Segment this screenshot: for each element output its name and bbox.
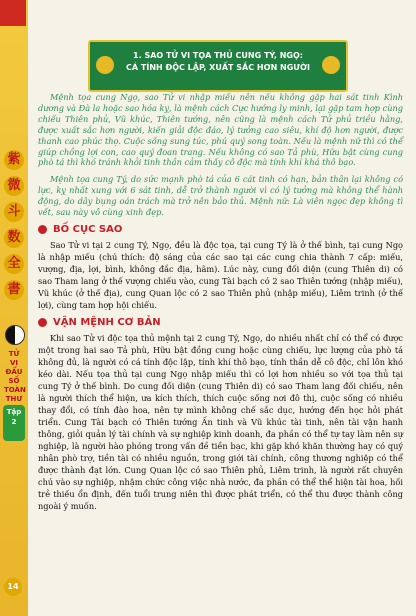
page-number: 14 xyxy=(4,578,22,596)
volume-label: Tập xyxy=(6,408,22,416)
volume-number: 2 xyxy=(11,418,17,426)
series-title: TỬ VI ĐẨU SỐ TOÀN THƯ xyxy=(4,350,26,403)
ornament-icon xyxy=(322,56,340,74)
section-heading-text: BỐ CỤC SAO xyxy=(53,223,123,235)
section-body xyxy=(38,332,403,512)
sidebar xyxy=(0,0,28,616)
section-heading xyxy=(38,224,403,235)
sidebar-title-chars xyxy=(3,150,25,300)
sidebar-char: 微 xyxy=(4,176,24,196)
intro-paragraph: Mệnh tọa cung Ngọ, sao Tử vi nhập miếu nên nếu không gặp hai sát tinh Kình dương và Đà la hoặc sao hóa kỵ, là mệnh cách Cực hướng ly minh, lại gặp tam hợp cùng chiếu Thiên phủ, Vũ khúc, Thiên tướng, nên cũng là mệnh cách Tử phủ triều hằng, được xuất sắc hơn người, kiến giải độc đáo, lý tưởng cao siêu, khí độ hơn người, được thanh cao phúc thọ. Cuộc sống sung túc, phú quý song toàn. Nếu là mệnh nữ thì có thể giúp chồng lợi con, cao quý đoan trang. Nếu không có sao Tả phù, Hữu bật cùng cung phò tá thì khó tránh khỏi tinh thần cảm thấy cô độc mà tính khí khá thô bạo. xyxy=(38,92,403,168)
sidebar-char: 斗 xyxy=(4,202,24,222)
sidebar-char: 紫 xyxy=(4,150,24,170)
yin-yang-icon xyxy=(5,325,25,345)
body-paragraph: Sao Tử vi tại 2 cung Tý, Ngọ, đều là độc tọa, tại cung Tý là ở thế bình, tại cung Ngọ là nhập miếu (chú thích: độ sáng của các sao tại các cung chia thành 7 cấp: miếu, vượng, địa, lợi, bình, không đắc địa, hãm). Lúc này, cung đối diện (cung Thiên di) có sao Tham lang ở thế vượng chiếu vào, cung Tài bạch có 2 sao Thiên tướng (nhập miếu), Vũ khúc (ở thế địa), cung Quan lộc có 2 sao Thiên phủ (nhập miếu), Liêm trinh (ở thế lợi), cùng tam hợp hội chiếu. xyxy=(38,239,403,310)
publisher-logo xyxy=(0,0,26,26)
section-heading xyxy=(38,317,403,328)
section-heading-text: VẬN MỆNH CƠ BẢN xyxy=(53,316,161,328)
bullet-icon xyxy=(38,318,47,327)
body-paragraph: Khi sao Tử vi độc tọa thủ mệnh tại 2 cung Tý, Ngọ, do nhiều nhất chỉ có thể có được một trong hai sao Tả phù, Hữu bật đồng cung hoặc cùng chiếu, lực lượng của phò tá không đủ, là người có cá tính độc lập, tính khí thô bạo, tính thần dễ cô độc, chỉ lôn khó kéo dài. Nếu tọa thủ tại cung Ngọ nhập miếu thì có lợi hơn nhiều so với tọa thủ tại cung Tý ở thế bình. Do cung đối diện (cung Thiên di) có sao Tham lang đối chiếu, nên là người thích thể hiện, ưa kích thích, thích cuộc sống nơi đô thị, cuộc sống có nhiều thay đổi, có tính đào hoa, nên tự mình không chế sắc dục, hướng đến học hỏi phát triển. Cung Tài bạch có Thiên tướng Ấn tinh và Vũ khúc tài tinh, nên tài vận hanh thông, giỏi quản lý tài chính và sự nghiệp kinh doanh, đa phần có thể tự tay làm nên sự nghiệp, là người hào phóng trong vấn đề tiền bạc, khi gặp khó khăn thường hay có quý nhân phò trợ, tiền tài có nhiều nguồn, trong giới tài chính, công thương nghiệp có thể được thành đạt lớn. Cung Quan lộc có sao Thiên phủ, Liêm trinh, là người rất chuyên chú vào sự nghiệp, nhậm chức công việc nhà nước, đa phần có thể thể hiện tài hoa, hối trẻ thiếu ổn định, đến tuổi trung niên thì được phát triển, có thể thu được thành công ngoài ý muốn. xyxy=(38,332,403,511)
chapter-banner xyxy=(88,40,348,92)
page-content xyxy=(38,92,403,514)
chapter-title xyxy=(120,50,316,74)
sidebar-char: 全 xyxy=(4,254,24,274)
sidebar-char: 数 xyxy=(4,228,24,248)
section-body xyxy=(38,239,403,311)
ornament-icon xyxy=(96,56,114,74)
volume-badge xyxy=(3,405,25,441)
intro-section xyxy=(38,92,403,218)
bullet-icon xyxy=(38,225,47,234)
intro-paragraph: Mệnh tọa cung Tý, do sức mạnh phò tá của 6 cát tinh có hạn, bản thân lại không có lực, kỵ nhất xung với 6 sát tinh, dễ trở thành người vì có lý tưởng mà không thể hành động, do dây bụng oán trách mà trở nên bảo thủ. Mệnh nữ: Là viên ngọc đẹp không tì vết, sau này vô cùng xinh đẹp. xyxy=(38,174,403,218)
sidebar-char: 書 xyxy=(4,280,24,300)
chapter-title-line2: CÁ TÍNH ĐỘC LẬP, XUẤT SẮC HƠN NGƯỜI xyxy=(126,63,310,72)
chapter-title-line1: 1. SAO TỬ VI TỌA THỦ CUNG TÝ, NGỌ: xyxy=(133,51,303,60)
